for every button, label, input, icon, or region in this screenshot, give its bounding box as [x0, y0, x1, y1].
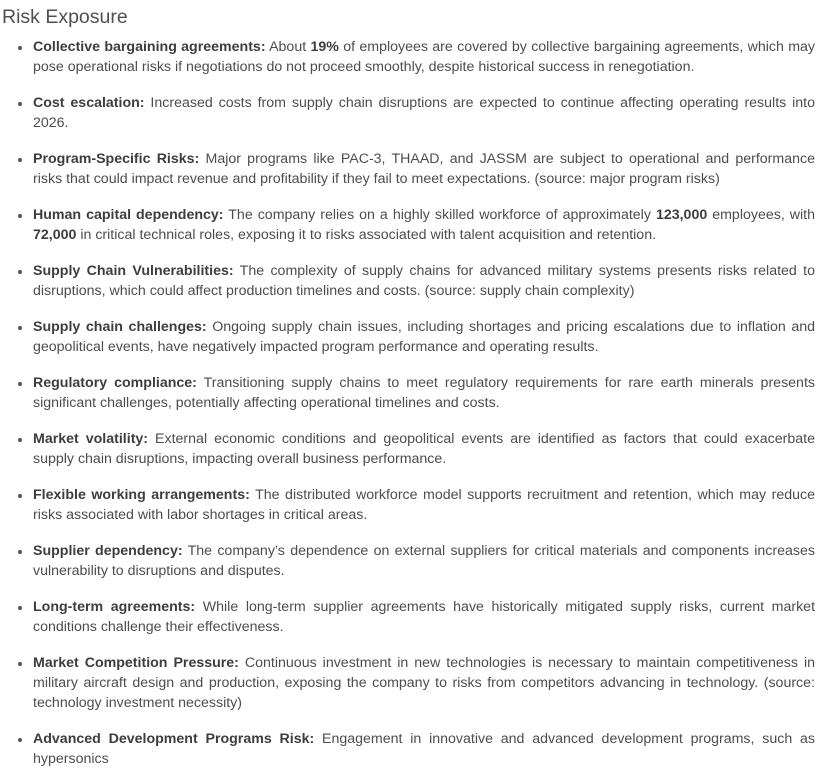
- section-title: Risk Exposure: [2, 6, 128, 28]
- risk-label: Supplier dependency:: [33, 543, 183, 559]
- risk-description: External economic conditions and geopolitical events are identified as factors that could exacerbate supply chain disruptions, impacting overall business performance.: [33, 431, 815, 467]
- risk-item: [33, 93, 815, 133]
- risk-description: While long-term supplier agreements have historically mitigated supply risks, current market conditions challenge their effectiveness.: [33, 599, 816, 635]
- risk-description: The complexity of supply chains for advanced military systems presents risks related to disruptions, which could affect production timelines and costs. (source: supply chain complexity): [33, 263, 815, 299]
- risk-label: Market volatility:: [33, 431, 149, 447]
- risk-item: [33, 485, 815, 525]
- risk-label: Supply chain challenges:: [33, 319, 207, 335]
- risk-list: [2, 37, 830, 769]
- risk-label: Program-Specific Risks:: [33, 151, 200, 167]
- risk-description: Increased costs from supply chain disruptions are expected to continue affecting operating results into 2026.: [33, 95, 815, 131]
- risk-description: employees, with: [707, 207, 816, 223]
- risk-item: [33, 653, 815, 713]
- risk-label: Advanced Development Programs Risk:: [33, 731, 315, 747]
- risk-label: Human capital dependency:: [33, 207, 224, 223]
- risk-item: [33, 317, 815, 357]
- risk-label: Long-term agreements:: [33, 599, 196, 615]
- risk-description: The company’s dependence on external suppliers for critical materials and components increases vulnerability to disruptions and disputes.: [33, 543, 815, 579]
- risk-item: [33, 37, 815, 77]
- risk-label: Flexible working arrangements:: [33, 487, 250, 503]
- risk-label: Cost escalation:: [33, 95, 145, 111]
- risk-label: Regulatory compliance:: [33, 375, 197, 391]
- risk-description: Ongoing supply chain issues, including shortages and pricing escalations due to inflation and geopolitical events, have negatively impacted program performance and operating results.: [33, 319, 816, 355]
- risk-description: in critical technical roles, exposing it to risks associated with talent acquisition and retention.: [76, 227, 657, 243]
- risk-description: Engagement in innovative and advanced development programs, such as hypersonics: [33, 731, 815, 767]
- risk-description: Transitioning supply chains to meet regulatory requirements for rare earth minerals presents significant challenges, potentially affecting operational timelines and costs.: [33, 375, 815, 411]
- risk-item: [33, 149, 815, 189]
- risk-item: [33, 429, 815, 469]
- risk-label: Market Competition Pressure:: [33, 655, 239, 671]
- risk-item: [33, 597, 815, 637]
- risk-description: About: [265, 39, 311, 55]
- risk-label: Supply Chain Vulnerabilities:: [33, 263, 234, 279]
- risk-highlight-value: 72,000: [33, 227, 77, 243]
- risk-description: The distributed workforce model supports recruitment and retention, which may reduce risks associated with labor shortages in critical areas.: [33, 487, 815, 523]
- risk-item: [33, 729, 815, 769]
- risk-description: Continuous investment in new technologies is necessary to maintain competitiveness in military aircraft design and production, exposing the company to risks from competitors advancing in technology. (source: technology investment necessity): [33, 655, 816, 711]
- risk-item: [33, 261, 815, 301]
- risk-description: The company relies on a highly skilled workforce of approximately: [223, 207, 656, 223]
- risk-description: of employees are covered by collective bargaining agreements, which may pose operational risks if negotiations do not proceed smoothly, despite historical success in renegotiation.: [33, 39, 816, 75]
- risk-item: [33, 205, 815, 245]
- risk-description: Major programs like PAC-3, THAAD, and JASSM are subject to operational and performance risks that could impact revenue and profitability if they fail to meet expectations. (source: major program risks): [33, 151, 815, 187]
- risk-item: [33, 541, 815, 581]
- risk-label: Collective bargaining agreements:: [33, 39, 266, 55]
- risk-highlight-value: 123,000: [655, 207, 708, 223]
- risk-highlight-value: 19%: [310, 39, 339, 55]
- risk-item: [33, 373, 815, 413]
